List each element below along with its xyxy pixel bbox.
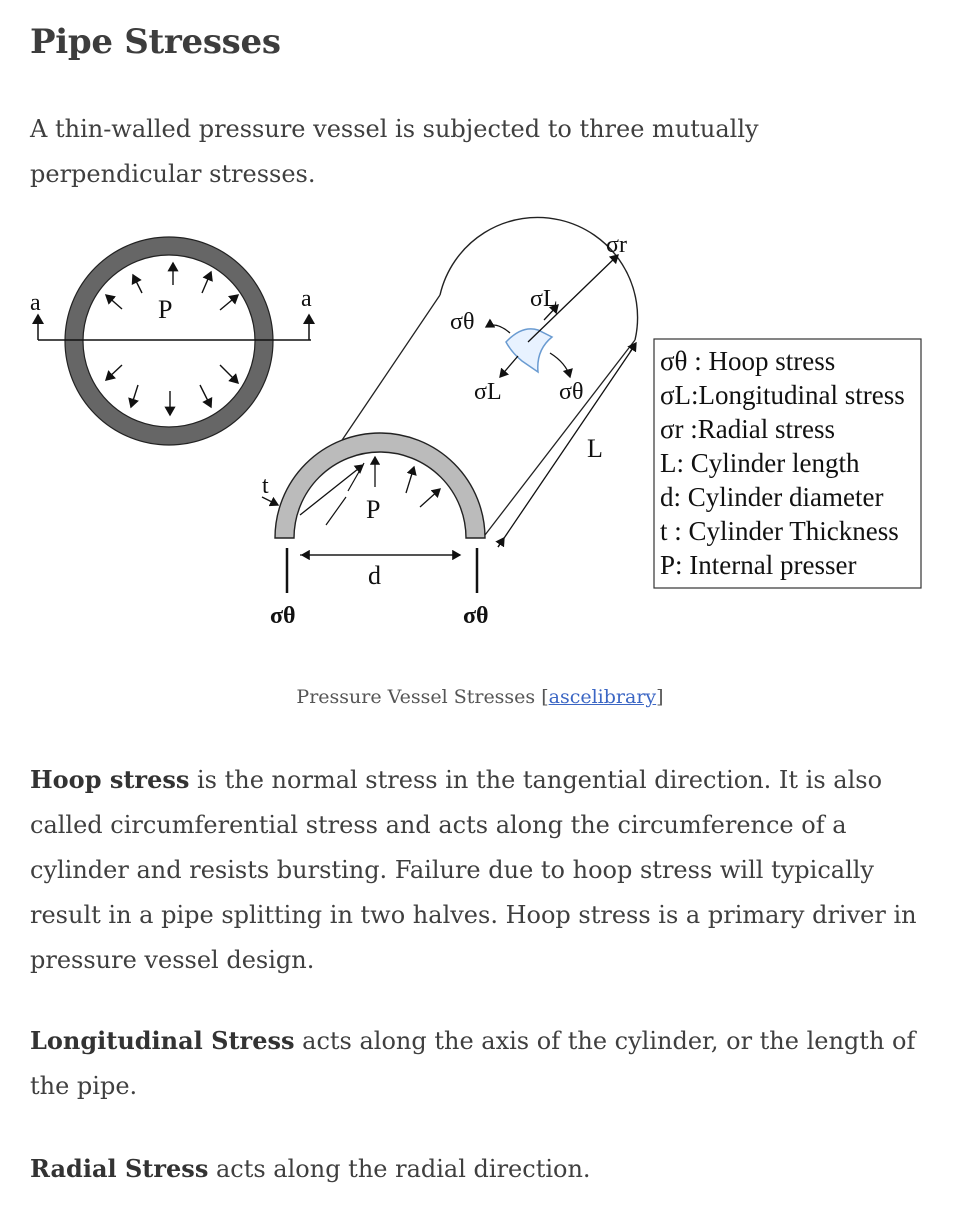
figure-caption <box>30 686 930 708</box>
caption-close: ] <box>656 686 664 708</box>
caption-text: Pressure Vessel Stresses [ <box>296 686 549 708</box>
longitudinal-stress-term: Longitudinal Stress <box>30 1026 295 1055</box>
legend-length: L: Cylinder length <box>660 448 860 478</box>
longitudinal-label-top: σL <box>530 286 558 312</box>
caption-source-link[interactable]: ascelibrary <box>548 686 657 708</box>
longitudinal-stress-text: acts along the axis of the cylinder, or the length of the pipe. <box>30 1027 916 1100</box>
pressure-vessel-figure <box>30 225 930 629</box>
hoop-label-left: σθ <box>270 603 296 629</box>
length-label: L <box>587 434 603 463</box>
legend-longitudinal: σL:Longitudinal stress <box>660 380 905 410</box>
longitudinal-stress-paragraph <box>30 1018 930 1109</box>
hoop-stress-term: Hoop stress <box>30 765 190 794</box>
stress-diagram <box>30 225 930 629</box>
diameter-label: d <box>368 561 381 590</box>
hoop-label-right: σθ <box>463 603 489 629</box>
page-title: Pipe Stresses <box>30 22 281 62</box>
thickness-label: t <box>262 473 269 499</box>
half-pressure-label: P <box>366 495 381 524</box>
legend-pressure: P: Internal presser <box>660 550 857 580</box>
half-cylinder <box>262 217 638 629</box>
ring-cross-section <box>30 237 312 445</box>
radial-label: σr <box>606 232 627 258</box>
hoop-label-top: σθ <box>450 309 475 335</box>
stress-element <box>450 232 627 405</box>
hoop-stress-text: is the normal stress in the tangential direction. It is also called circumferential stress and acts along the circumference of a cylinder and resists bursting. Failure due to hoop stress will typically result in a pipe splitting in two halves. Hoop stress is a primary driver in pressure vessel design. <box>30 766 917 974</box>
hoop-label-side: σθ <box>559 379 584 405</box>
section-label-a-left: a <box>30 290 41 316</box>
legend-radial: σr :Radial stress <box>660 414 836 444</box>
radial-stress-paragraph <box>30 1146 930 1192</box>
ring-pressure-label: P <box>158 295 173 324</box>
legend-thickness: t : Cylinder Thickness <box>660 516 899 546</box>
intro-paragraph: A thin-walled pressure vessel is subjected to three mutually perpendicular stresses. <box>30 115 759 188</box>
legend <box>654 339 921 588</box>
legend-hoop: σθ : Hoop stress <box>660 346 836 376</box>
hoop-stress-paragraph <box>30 757 930 983</box>
section-label-a-right: a <box>301 286 312 312</box>
longitudinal-label-bottom: σL <box>474 379 502 405</box>
radial-stress-term: Radial Stress <box>30 1154 209 1183</box>
radial-stress-text: acts along the radial direction. <box>208 1155 591 1183</box>
legend-diameter: d: Cylinder diameter <box>660 482 884 512</box>
